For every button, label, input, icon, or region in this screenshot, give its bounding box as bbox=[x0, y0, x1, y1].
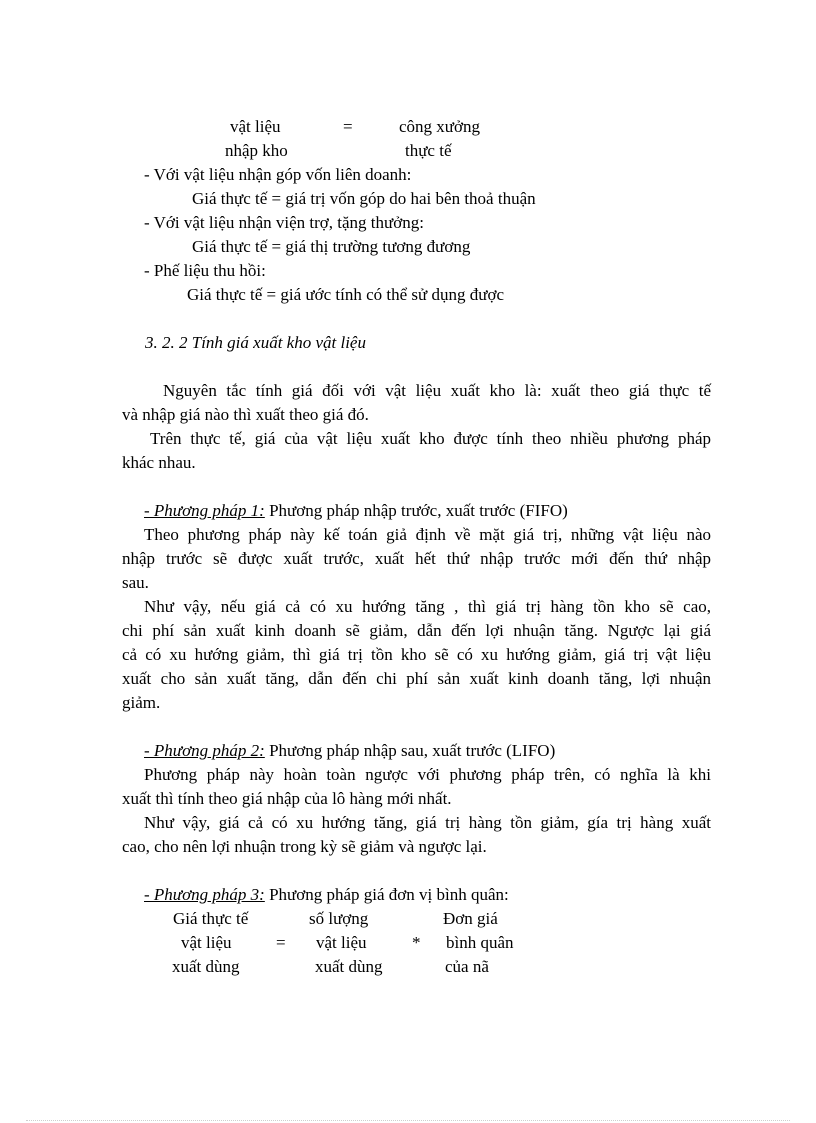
method1-p1-line2: nhập trước sẽ được xuất trước, xuất hết thứ nhập trước mới đến thứ nhập bbox=[122, 549, 711, 568]
formula3-col1-row1: Giá thực tế bbox=[173, 909, 249, 928]
method3-heading bbox=[144, 885, 509, 905]
intro-p2-line2: khác nhau. bbox=[122, 453, 196, 472]
formula-top-right-1: công xưởng bbox=[399, 117, 480, 136]
method3-title: Phương pháp giá đơn vị bình quân: bbox=[264, 885, 509, 904]
method2-title: Phương pháp nhập sau, xuất trước (LIFO) bbox=[264, 741, 556, 760]
intro-p1-line2: và nhập giá nào thì xuất theo giá đó. bbox=[122, 405, 369, 424]
method1-p1-line1: Theo phương pháp này kế toán giả định về mặt giá trị, những vật liệu nào bbox=[144, 525, 711, 544]
method1-p2-line1: Như vậy, nếu giá cả có xu hướng tăng , thì giá trị hàng tồn kho sẽ cao, bbox=[144, 597, 711, 616]
bullet-label-2: - Với vật liệu nhận viện trợ, tặng thưởng: bbox=[144, 213, 424, 232]
formula3-col2-row1: số lượng bbox=[309, 909, 369, 928]
method1-heading bbox=[144, 501, 568, 521]
method1-label: - Phương pháp 1: bbox=[144, 501, 265, 520]
formula-top-right-2: thực tế bbox=[405, 141, 452, 160]
method1-p2-line3: cả có xu hướng giảm, thì giá trị tồn kho sẽ có xu hướng giảm, giá trị vật liệu bbox=[122, 645, 711, 664]
formula3-col3-row2: bình quân bbox=[446, 933, 514, 952]
formula-top-equals: = bbox=[343, 117, 353, 136]
formula3-equals: = bbox=[276, 933, 286, 952]
bullet-detail-1: Giá thực tế = giá trị vốn góp do hai bên thoả thuận bbox=[192, 189, 536, 208]
section-heading: 3. 2. 2 Tính giá xuất kho vật liệu bbox=[145, 333, 366, 352]
page-footer-divider bbox=[26, 1120, 790, 1121]
intro-p2-line1: Trên thực tế, giá của vật liệu xuất kho được tính theo nhiều phương pháp bbox=[150, 429, 711, 448]
formula3-col1-row3: xuất dùng bbox=[172, 957, 240, 976]
method1-p2-line5: giảm. bbox=[122, 693, 161, 712]
method1-title: Phương pháp nhập trước, xuất trước (FIFO) bbox=[264, 501, 568, 520]
method2-heading bbox=[144, 741, 555, 761]
bullet-label-1: - Với vật liệu nhận góp vốn liên doanh: bbox=[144, 165, 412, 184]
formula3-col3-row3: của nã bbox=[445, 957, 489, 976]
method3-label: - Phương pháp 3: bbox=[144, 885, 265, 904]
formula3-col1-row2: vật liệu bbox=[181, 933, 232, 952]
method1-p1-line3: sau. bbox=[122, 573, 149, 592]
bullet-detail-3: Giá thực tế = giá ước tính có thể sử dụng được bbox=[187, 285, 504, 304]
bullet-label-3: - Phế liệu thu hồi: bbox=[144, 261, 266, 280]
method2-p2-line1: Như vậy, giá cả có xu hướng tăng, giá trị hàng tồn giảm, gía trị hàng xuất bbox=[144, 813, 711, 832]
formula3-multiply: * bbox=[412, 933, 421, 952]
intro-p1-line1: Nguyên tắc tính giá đối với vật liệu xuất kho là: xuất theo giá thực tế bbox=[163, 381, 711, 400]
method2-p2-line2: cao, cho nên lợi nhuận trong kỳ sẽ giảm và ngược lại. bbox=[122, 837, 487, 856]
formula3-col3-row1: Đơn giá bbox=[443, 909, 498, 928]
method2-p1-line1: Phương pháp này hoàn toàn ngược với phương pháp trên, có nghĩa là khi bbox=[144, 765, 711, 784]
formula3-col2-row2: vật liệu bbox=[316, 933, 367, 952]
formula-top-left-1: vật liệu bbox=[230, 117, 281, 136]
method2-p1-line2: xuất thì tính theo giá nhập của lô hàng mới nhất. bbox=[122, 789, 452, 808]
method1-p2-line4: xuất cho sản xuất tăng, dẫn đến chi phí sản xuất kinh doanh tăng, lợi nhuận bbox=[122, 669, 711, 688]
method1-p2-line2: chi phí sản xuất kinh doanh sẽ giảm, dẫn đến lợi nhuận tăng. Ngược lại giá bbox=[122, 621, 711, 640]
bullet-detail-2: Giá thực tế = giá thị trường tương đương bbox=[192, 237, 471, 256]
method2-label: - Phương pháp 2: bbox=[144, 741, 265, 760]
formula3-col2-row3: xuất dùng bbox=[315, 957, 383, 976]
formula-top-left-2: nhập kho bbox=[225, 141, 288, 160]
